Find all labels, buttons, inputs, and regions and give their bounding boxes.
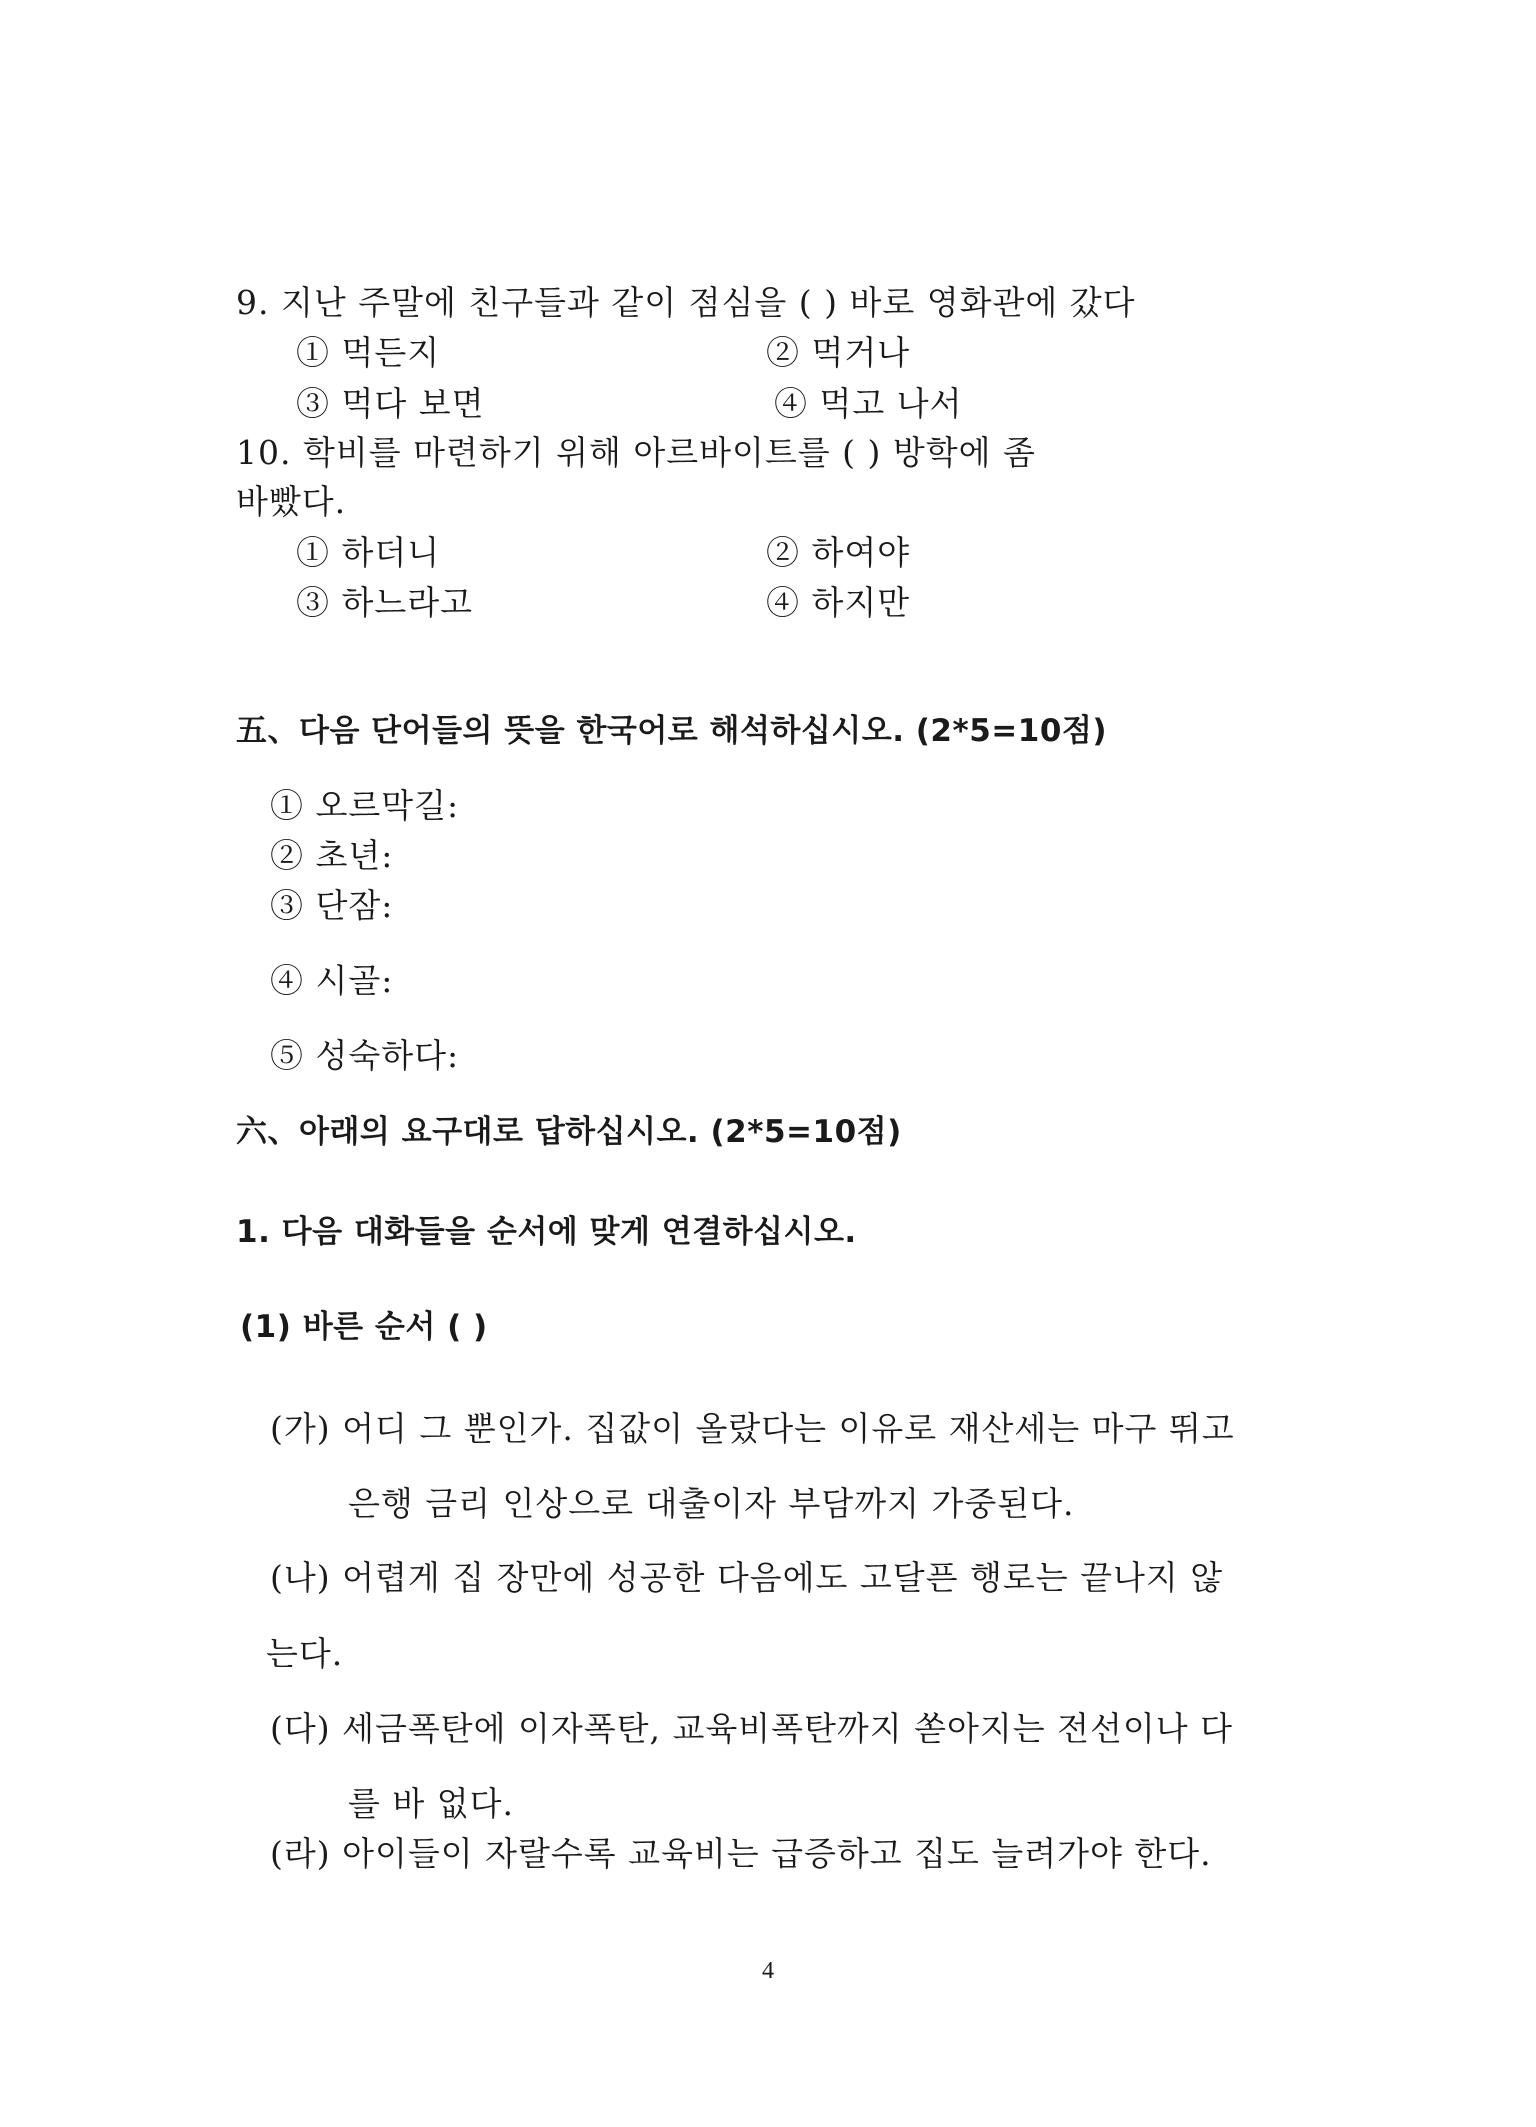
- vocab-item-2: ② 초년:: [270, 836, 394, 875]
- q9-option-2: ② 먹거나: [766, 333, 911, 372]
- q10-stem-line-1: 10. 학비를 마련하기 위해 아르바이트를 ( ) 방학에 좀: [236, 433, 1036, 472]
- dialog-na-line-1: (나) 어렵게 집 장만에 성공한 다음에도 고달픈 행로는 끝나지 않: [270, 1558, 1224, 1597]
- dialog-da-line-2: 를 바 없다.: [348, 1784, 514, 1823]
- vocab-item-3: ③ 단잠:: [270, 886, 394, 925]
- dialog-na-line-2: 는다.: [266, 1634, 344, 1673]
- dialog-ra-line-1: (라) 아이들이 자랄수록 교육비는 급증하고 집도 늘려가야 한다.: [270, 1834, 1212, 1873]
- q9-option-1: ① 먹든지: [296, 333, 441, 372]
- q10-option-2: ② 하여야: [766, 533, 911, 572]
- q10-stem-line-2: 바빴다.: [236, 482, 347, 521]
- dialog-ga-line-1: (가) 어디 그 뿐인가. 집값이 올랐다는 이유로 재산세는 마구 뛰고: [270, 1409, 1235, 1448]
- order-answer-prompt: (1) 바른 순서 ( ): [240, 1309, 488, 1345]
- q9-stem: 9. 지난 주말에 친구들과 같이 점심을 ( ) 바로 영화관에 갔다: [236, 283, 1136, 322]
- section-6-subquestion-1: 1. 다음 대화들을 순서에 맞게 연결하십시오.: [236, 1214, 857, 1250]
- section-5-heading: 五、다음 단어들의 뜻을 한국어로 해석하십시오. (2*5=10점): [236, 713, 1108, 749]
- dialog-da-line-1: (다) 세금폭탄에 이자폭탄, 교육비폭탄까지 쏟아지는 전선이나 다: [270, 1709, 1234, 1748]
- q10-option-1: ① 하더니: [296, 533, 441, 572]
- q9-option-3: ③ 먹다 보면: [296, 384, 485, 423]
- vocab-item-5: ⑤ 성숙하다:: [270, 1036, 460, 1075]
- dialog-ga-line-2: 은행 금리 인상으로 대출이자 부담까지 가중된다.: [348, 1484, 1075, 1523]
- vocab-item-1: ① 오르막길:: [270, 786, 460, 825]
- vocab-item-4: ④ 시골:: [270, 961, 394, 1000]
- q10-option-4: ④ 하지만: [766, 583, 911, 622]
- section-6-heading: 六、아래의 요구대로 답하십시오. (2*5=10점): [236, 1114, 902, 1150]
- q9-option-4: ④ 먹고 나서: [774, 384, 963, 423]
- page-number: 4: [762, 1958, 774, 1984]
- q10-option-3: ③ 하느라고: [296, 583, 474, 622]
